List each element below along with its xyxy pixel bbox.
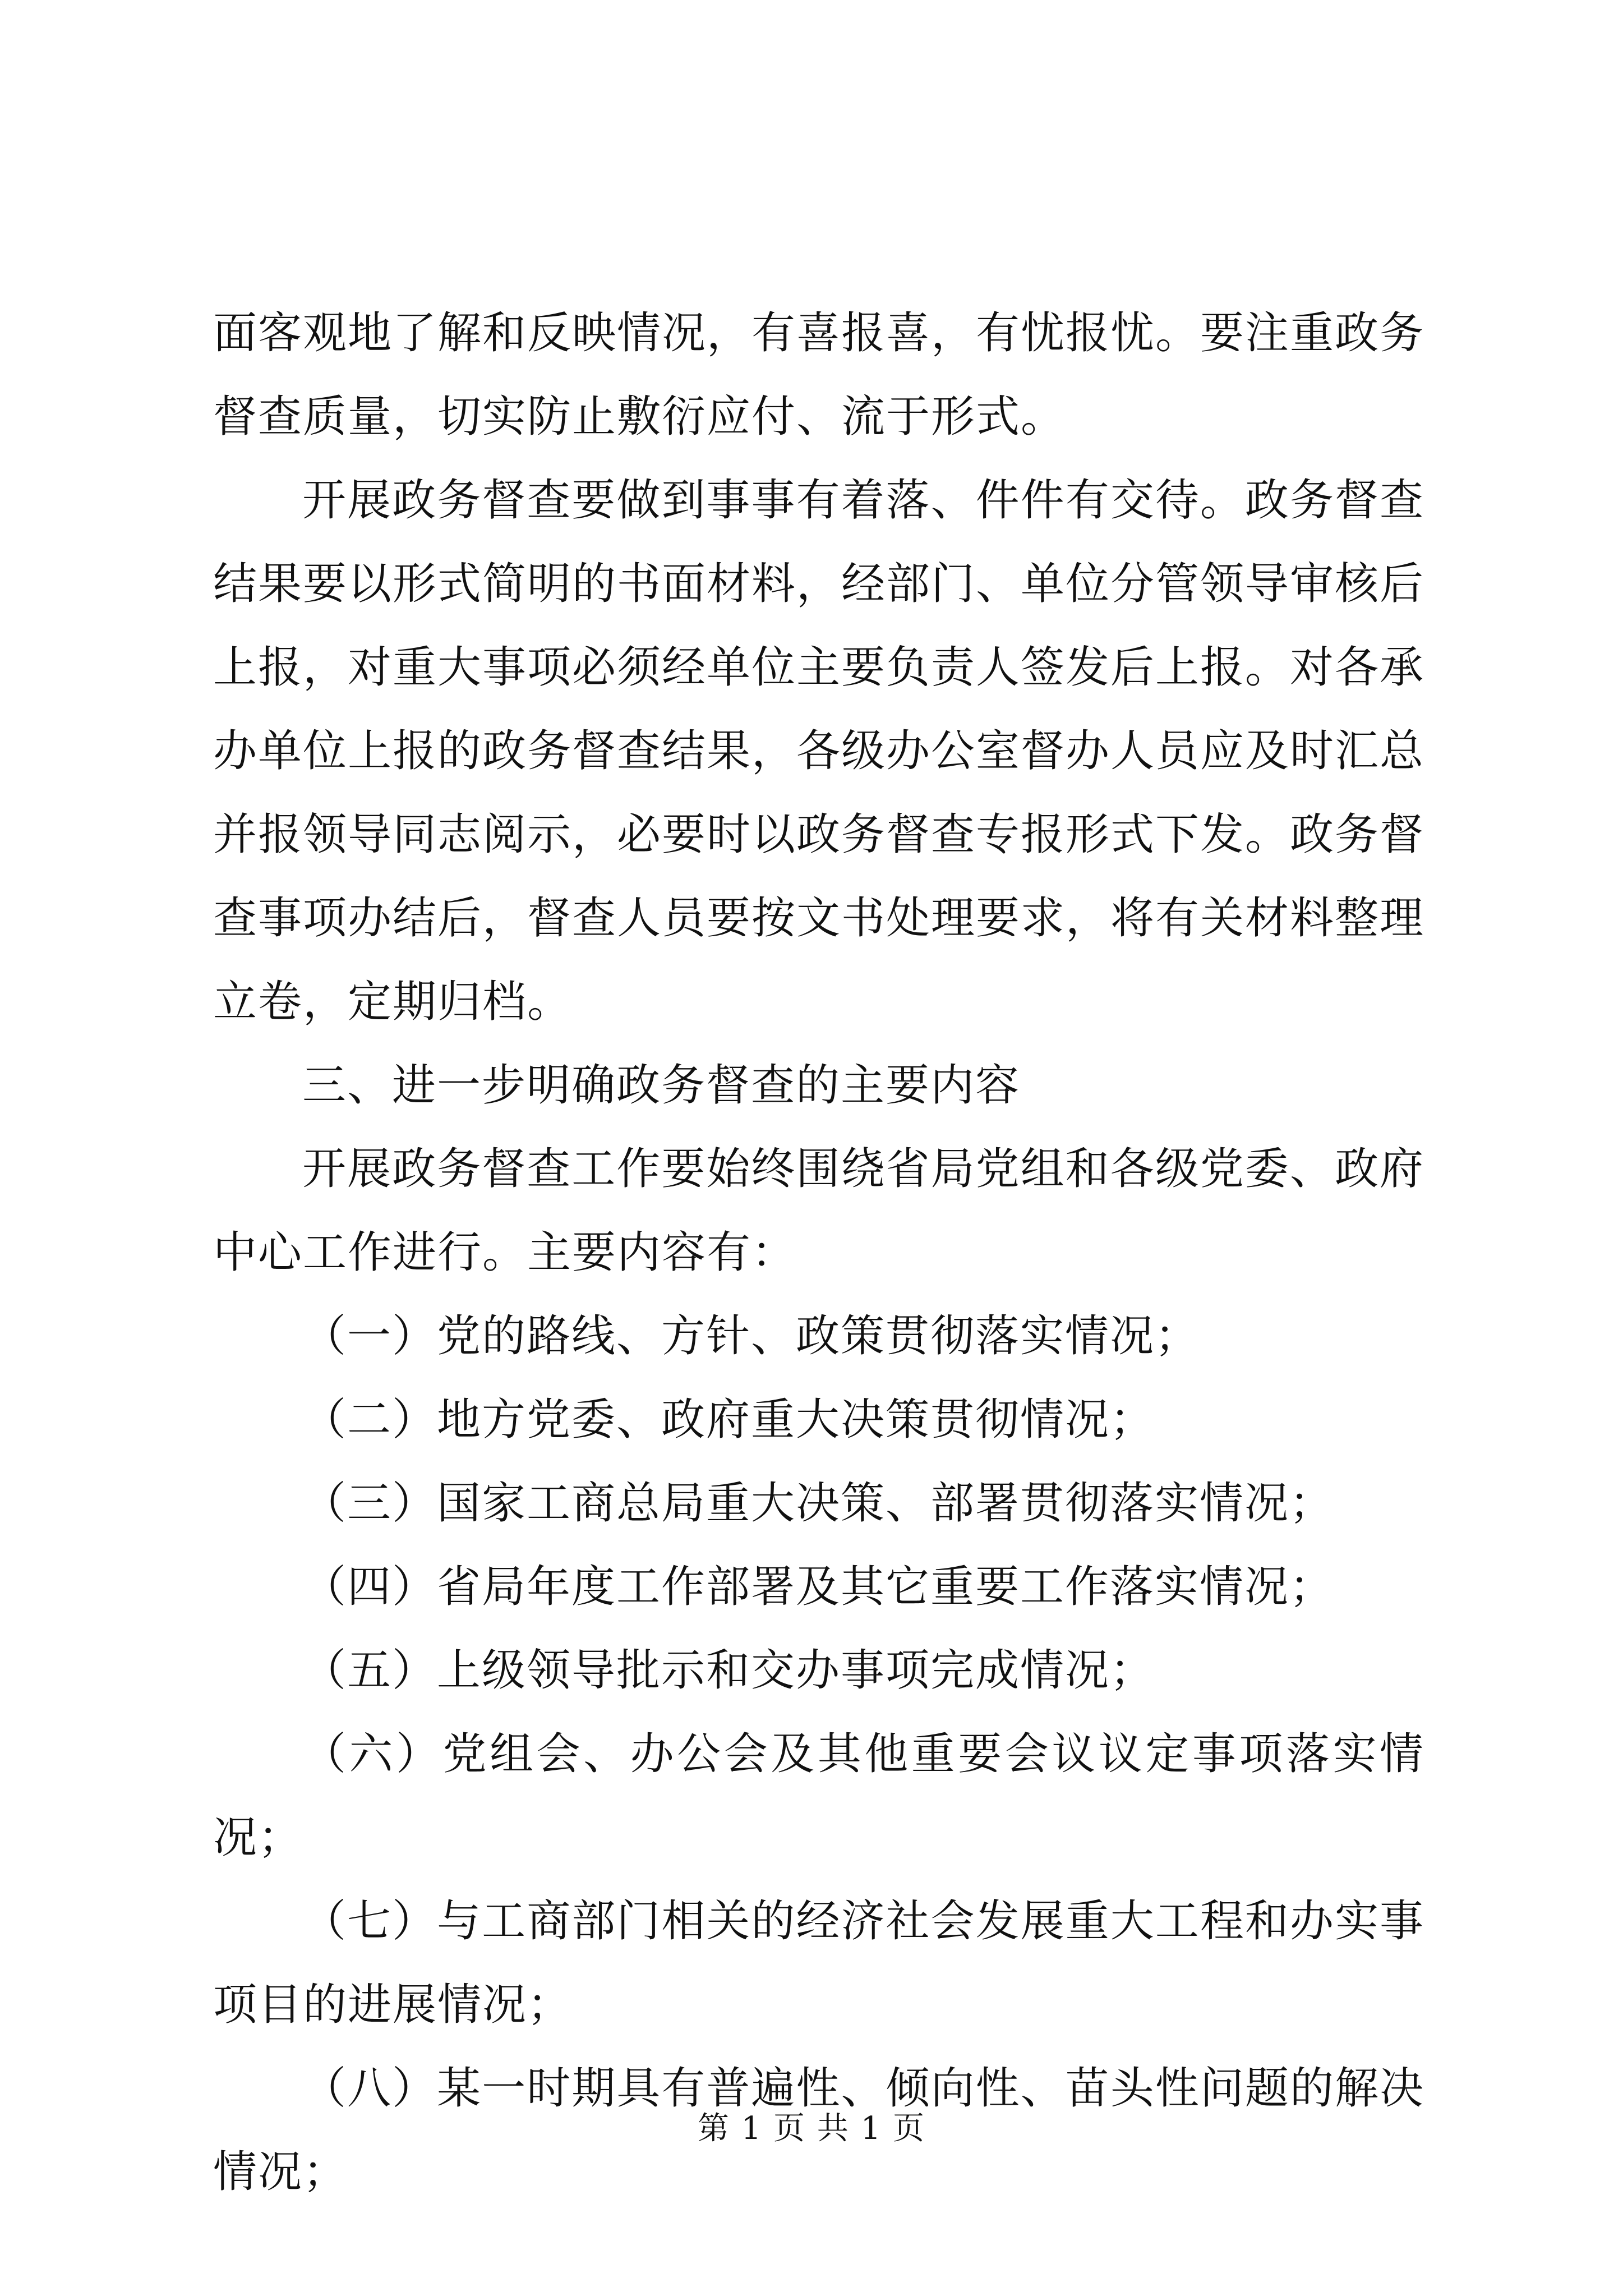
page-number-footer: 第 1 页 共 1 页 bbox=[697, 2110, 926, 2147]
paragraph-main-content-intro: 开展政务督查工作要始终围绕省局党组和各级党委、政府中心工作进行。主要内容有： bbox=[213, 1144, 1424, 1278]
document-body bbox=[213, 292, 1424, 2214]
list-item-3: （三）国家工商总局重大决策、部署贯彻落实情况； bbox=[302, 1478, 1335, 1529]
list-item-6: （六）党组会、办公会及其他重要会议议定事项落实情况； bbox=[213, 1729, 1424, 1863]
list-item-8: （八）某一时期具有普遍性、倾向性、苗头性问题的解决情况； bbox=[213, 2063, 1424, 2197]
paragraph-supervision-results: 开展政务督查要做到事事有着落、件件有交待。政务督查结果要以形式简明的书面材料，经部门、单位分管领导审核后上报，对重大事项必须经单位主要负责人签发后上报。对各承办单位上报的政务督查结果，各级办公室督办人员应及时汇总并报领导同志阅示，必要时以政务督查专报形式下发。政务督查事项办结后，督查人员要按文书处理要求，将有关材料整理立卷，定期归档。 bbox=[213, 475, 1425, 1027]
section-heading-main-content: 三、进一步明确政务督查的主要内容 bbox=[302, 1060, 1021, 1111]
list-item-1: （一）党的路线、方针、政策贯彻落实情况； bbox=[302, 1311, 1200, 1361]
list-item-7: （七）与工商部门相关的经济社会发展重大工程和办实事项目的进展情况； bbox=[213, 1896, 1424, 2030]
list-item-5: （五）上级领导批示和交办事项完成情况； bbox=[302, 1645, 1155, 1696]
list-item-2: （二）地方党委、政府重大决策贯彻情况； bbox=[302, 1395, 1155, 1445]
list-item-4: （四）省局年度工作部署及其它重要工作落实情况； bbox=[302, 1562, 1335, 1612]
paragraph-continuation: 面客观地了解和反映情况，有喜报喜，有忧报忧。要注重政务督查质量，切实防止敷衍应付、流于形式。 bbox=[213, 308, 1425, 442]
